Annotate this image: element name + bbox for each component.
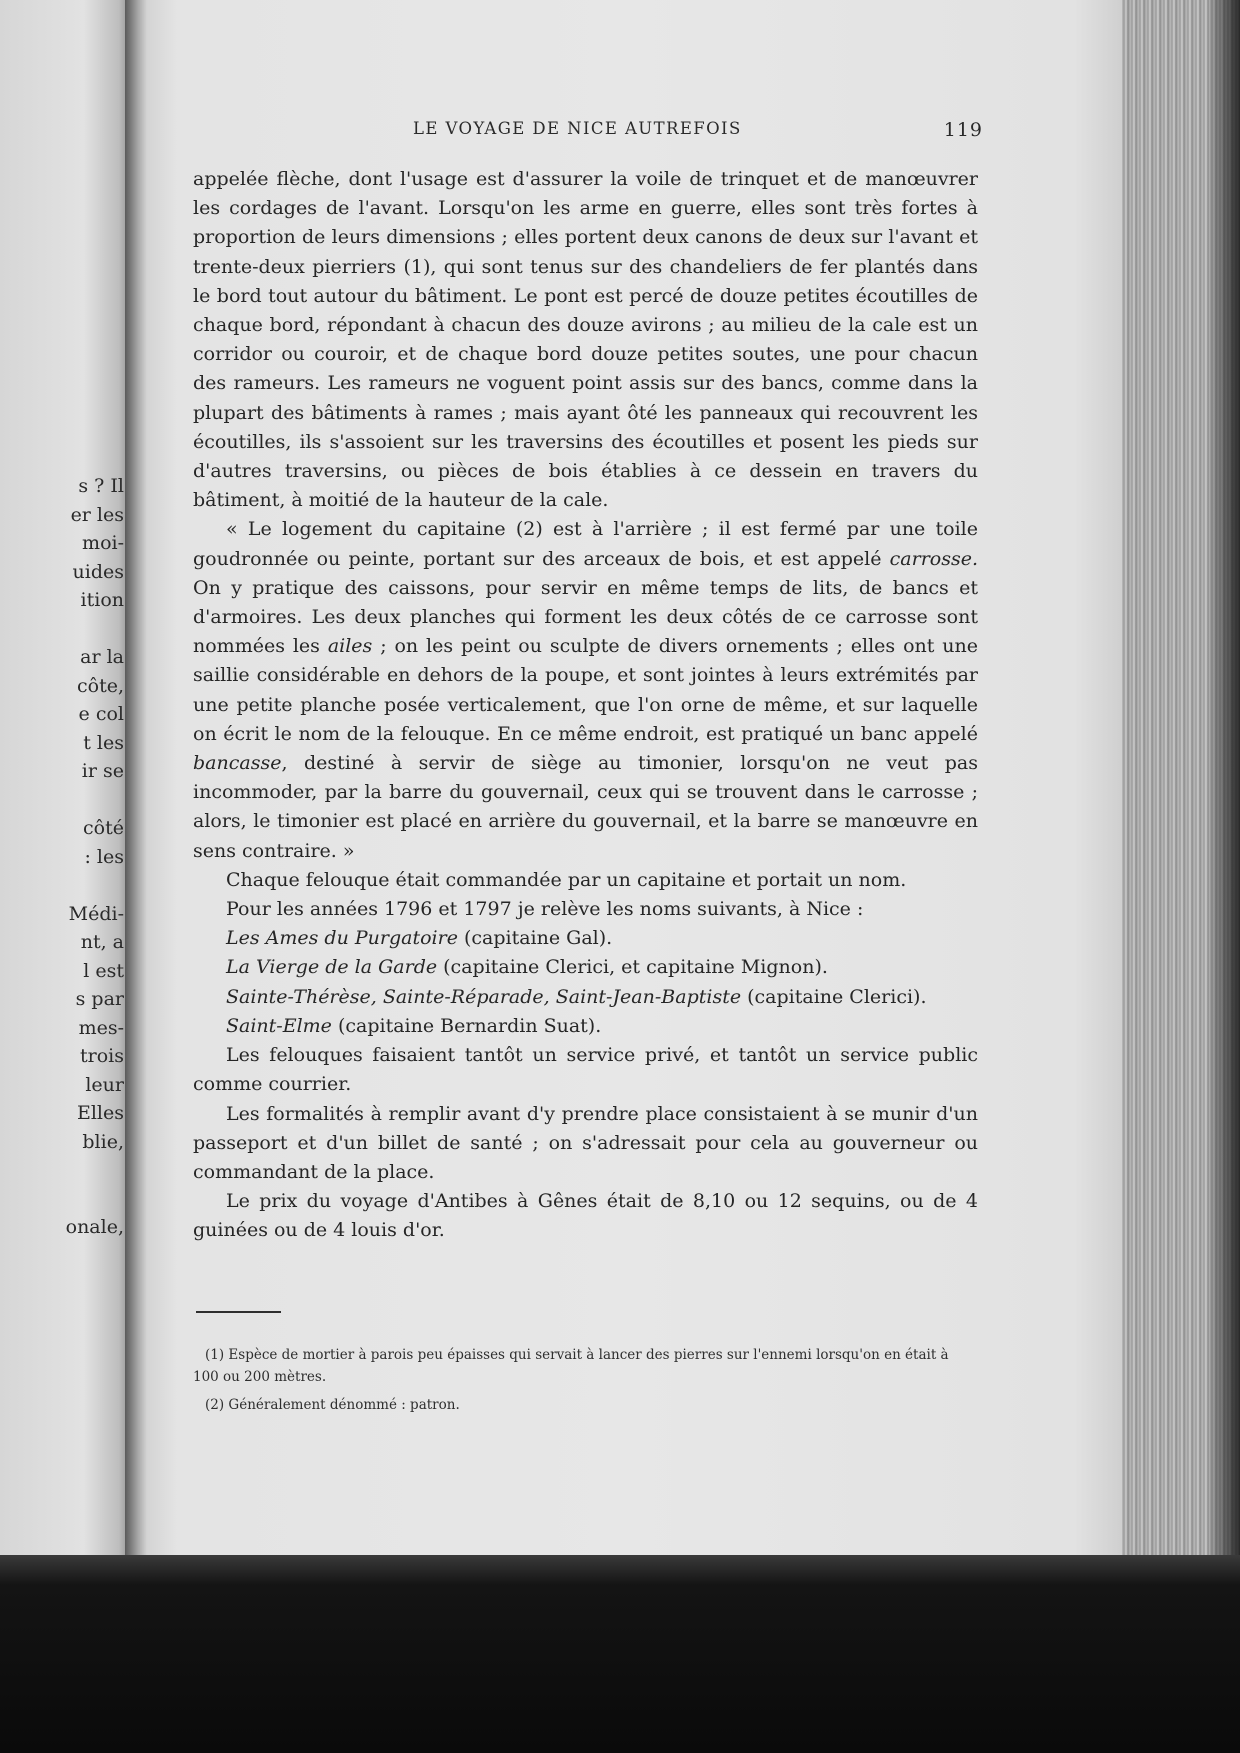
left-fragment-line: uides xyxy=(72,560,124,583)
left-fragment-line: e col xyxy=(78,703,124,725)
ship-captain: (capitaine Bernardin Suat). xyxy=(331,1014,602,1037)
left-fragment-gap xyxy=(0,786,124,815)
paragraph: Les felouques faisaient tantôt un service privé, et tantôt un service public comme courrier. xyxy=(193,1044,978,1096)
left-fragment-line: ition xyxy=(80,589,124,611)
page-number: 119 xyxy=(943,119,983,141)
footnote: (2) Généralement dénommé : patron. xyxy=(205,1397,460,1413)
ship-entry xyxy=(193,924,978,953)
text-run: , destiné à servir de siège au timonier, lorsqu'on ne veut pas incommoder, par la barre du gouvernail, ceux qui se trouvent dans le carrosse ; alors, le timonier est placé en arrière du gouvernail, et la barre se manœuvre en sens contraire. » xyxy=(193,752,978,862)
left-fragment-line: er les xyxy=(70,503,124,526)
left-page-text-fragments xyxy=(0,472,124,1242)
quoted-paragraph xyxy=(193,515,978,865)
left-fragment-line: l est xyxy=(83,959,124,982)
ship-entry xyxy=(193,1012,978,1041)
left-fragment-line: ir se xyxy=(81,760,124,782)
italic-term: ailes xyxy=(327,635,373,658)
italic-term: bancasse xyxy=(193,752,282,775)
paragraph: Pour les années 1796 et 1797 je relève les noms suivants, à Nice : xyxy=(226,898,864,921)
paragraph: appelée flèche, dont l'usage est d'assurer la voile de trinquet et de manœuvrer les cordages de l'avant. Lorsqu'on les arme en guerre, elles sont très fortes à proportion de leurs dimensions ; elles portent deux canons de deux sur l'avant et trente-deux pierriers (1), qui sont tenus sur des chandeliers de fer plantés dans le bord tout autour du bâtiment. Le pont est percé de douze petites écoutilles de chaque bord, répondant à chacun des douze avirons ; au milieu de la cale est un corridor ou couroir, et de chaque bord douze petites soutes, une pour chacun des rameurs. Les rameurs ne voguent point assis sur des bancs, comme dans la plupart des bâtiments à rames ; mais ayant ôté les panneaux qui recouvrent les écoutilles, ils s'assoient sur les traversins des écoutilles et posent les pieds sur d'autres traversins, ou pièces de bois établies à ce dessein en travers du bâtiment, à moitié de la hauteur de la cale. xyxy=(193,168,978,512)
book-gutter xyxy=(125,0,147,1555)
left-fragment-line: blie, xyxy=(82,1130,124,1153)
left-fragment-line: t les xyxy=(83,731,124,754)
left-fragment-line: moi- xyxy=(82,532,124,554)
text-run: ; on les peint ou sculpte de divers ornements ; elles ont une saillie considérable en dehors de la poupe, et sont jointes à leurs extrémités par une petite planche posée verticalement, que l'on orne de même, et sur laquelle on écrit le nom de la felouque. En ce même endroit, est pratiqué un banc appelé xyxy=(193,635,978,745)
text-run: On y pratique des caissons, pour servir en même temps de lits, de bancs et d'armoires. Les deux planches qui forment les deux côtés de ce carrosse sont nommées les xyxy=(193,576,978,658)
left-fragment-gap xyxy=(0,1156,124,1185)
left-fragment-line: côté xyxy=(83,817,124,839)
left-fragment-line: mes- xyxy=(78,1016,124,1039)
ship-captain: (capitaine Clerici). xyxy=(741,985,927,1008)
paragraph: Les formalités à remplir avant d'y prendre place consistaient à se munir d'un passeport et d'un billet de santé ; on s'adressait pour cela au gouverneur ou commandant de la place. xyxy=(193,1102,978,1183)
left-fragment-line: nt, a xyxy=(80,931,124,953)
paragraph: Le prix du voyage d'Antibes à Gênes était de 8,10 ou 12 sequins, ou de 4 guinées ou de 4 louis d'or. xyxy=(193,1190,978,1242)
ship-captain: (capitaine Clerici, et capitaine Mignon). xyxy=(437,956,828,979)
italic-term: carrosse. xyxy=(889,547,978,570)
paragraph: Chaque felouque était commandée par un capitaine et portait un nom. xyxy=(226,868,907,891)
text-run: « Le logement du capitaine (2) est à l'arrière ; il est fermé par une toile goudronnée ou peinte, portant sur des arceaux de bois, et est appelé xyxy=(193,518,978,570)
ship-name: Sainte-Thérèse, Sainte-Réparade, Saint-Jean-Baptiste xyxy=(226,985,742,1008)
ship-name: Les Ames du Purgatoire xyxy=(226,927,458,950)
footnotes xyxy=(193,1344,978,1422)
ship-name: La Vierge de la Garde xyxy=(226,956,438,979)
body-text xyxy=(193,165,978,1246)
left-fragment-gap xyxy=(0,1185,124,1214)
left-fragment-line: leur xyxy=(85,1073,124,1096)
left-fragment-gap xyxy=(0,871,124,900)
left-fragment-gap xyxy=(0,615,124,644)
left-fragment-line: trois xyxy=(80,1045,124,1067)
running-title: LE VOYAGE DE NICE AUTREFOIS xyxy=(413,119,742,138)
left-fragment-line: s ? Il xyxy=(78,475,124,497)
page-edges xyxy=(1122,0,1240,1560)
ship-entry xyxy=(193,953,978,982)
footnote: (1) Espèce de mortier à parois peu épaisses qui servait à lancer des pierres sur l'ennemi lorsqu'on en était à 100 ou 200 mètres. xyxy=(193,1347,949,1385)
ship-entry xyxy=(193,983,978,1012)
left-fragment-line: côte, xyxy=(77,674,124,697)
left-fragment-line: Elles xyxy=(76,1102,124,1124)
left-fragment-line: s par xyxy=(75,988,124,1010)
scanner-background xyxy=(0,1555,1240,1753)
left-fragment-line: Médi- xyxy=(68,902,124,925)
left-fragment-line: onale, xyxy=(65,1216,124,1238)
footnote-rule xyxy=(196,1311,281,1313)
left-fragment-line: : les xyxy=(84,845,124,868)
ship-captain: (capitaine Gal). xyxy=(457,927,613,950)
left-fragment-line: ar la xyxy=(80,646,124,668)
ship-name: Saint-Elme xyxy=(226,1014,332,1037)
